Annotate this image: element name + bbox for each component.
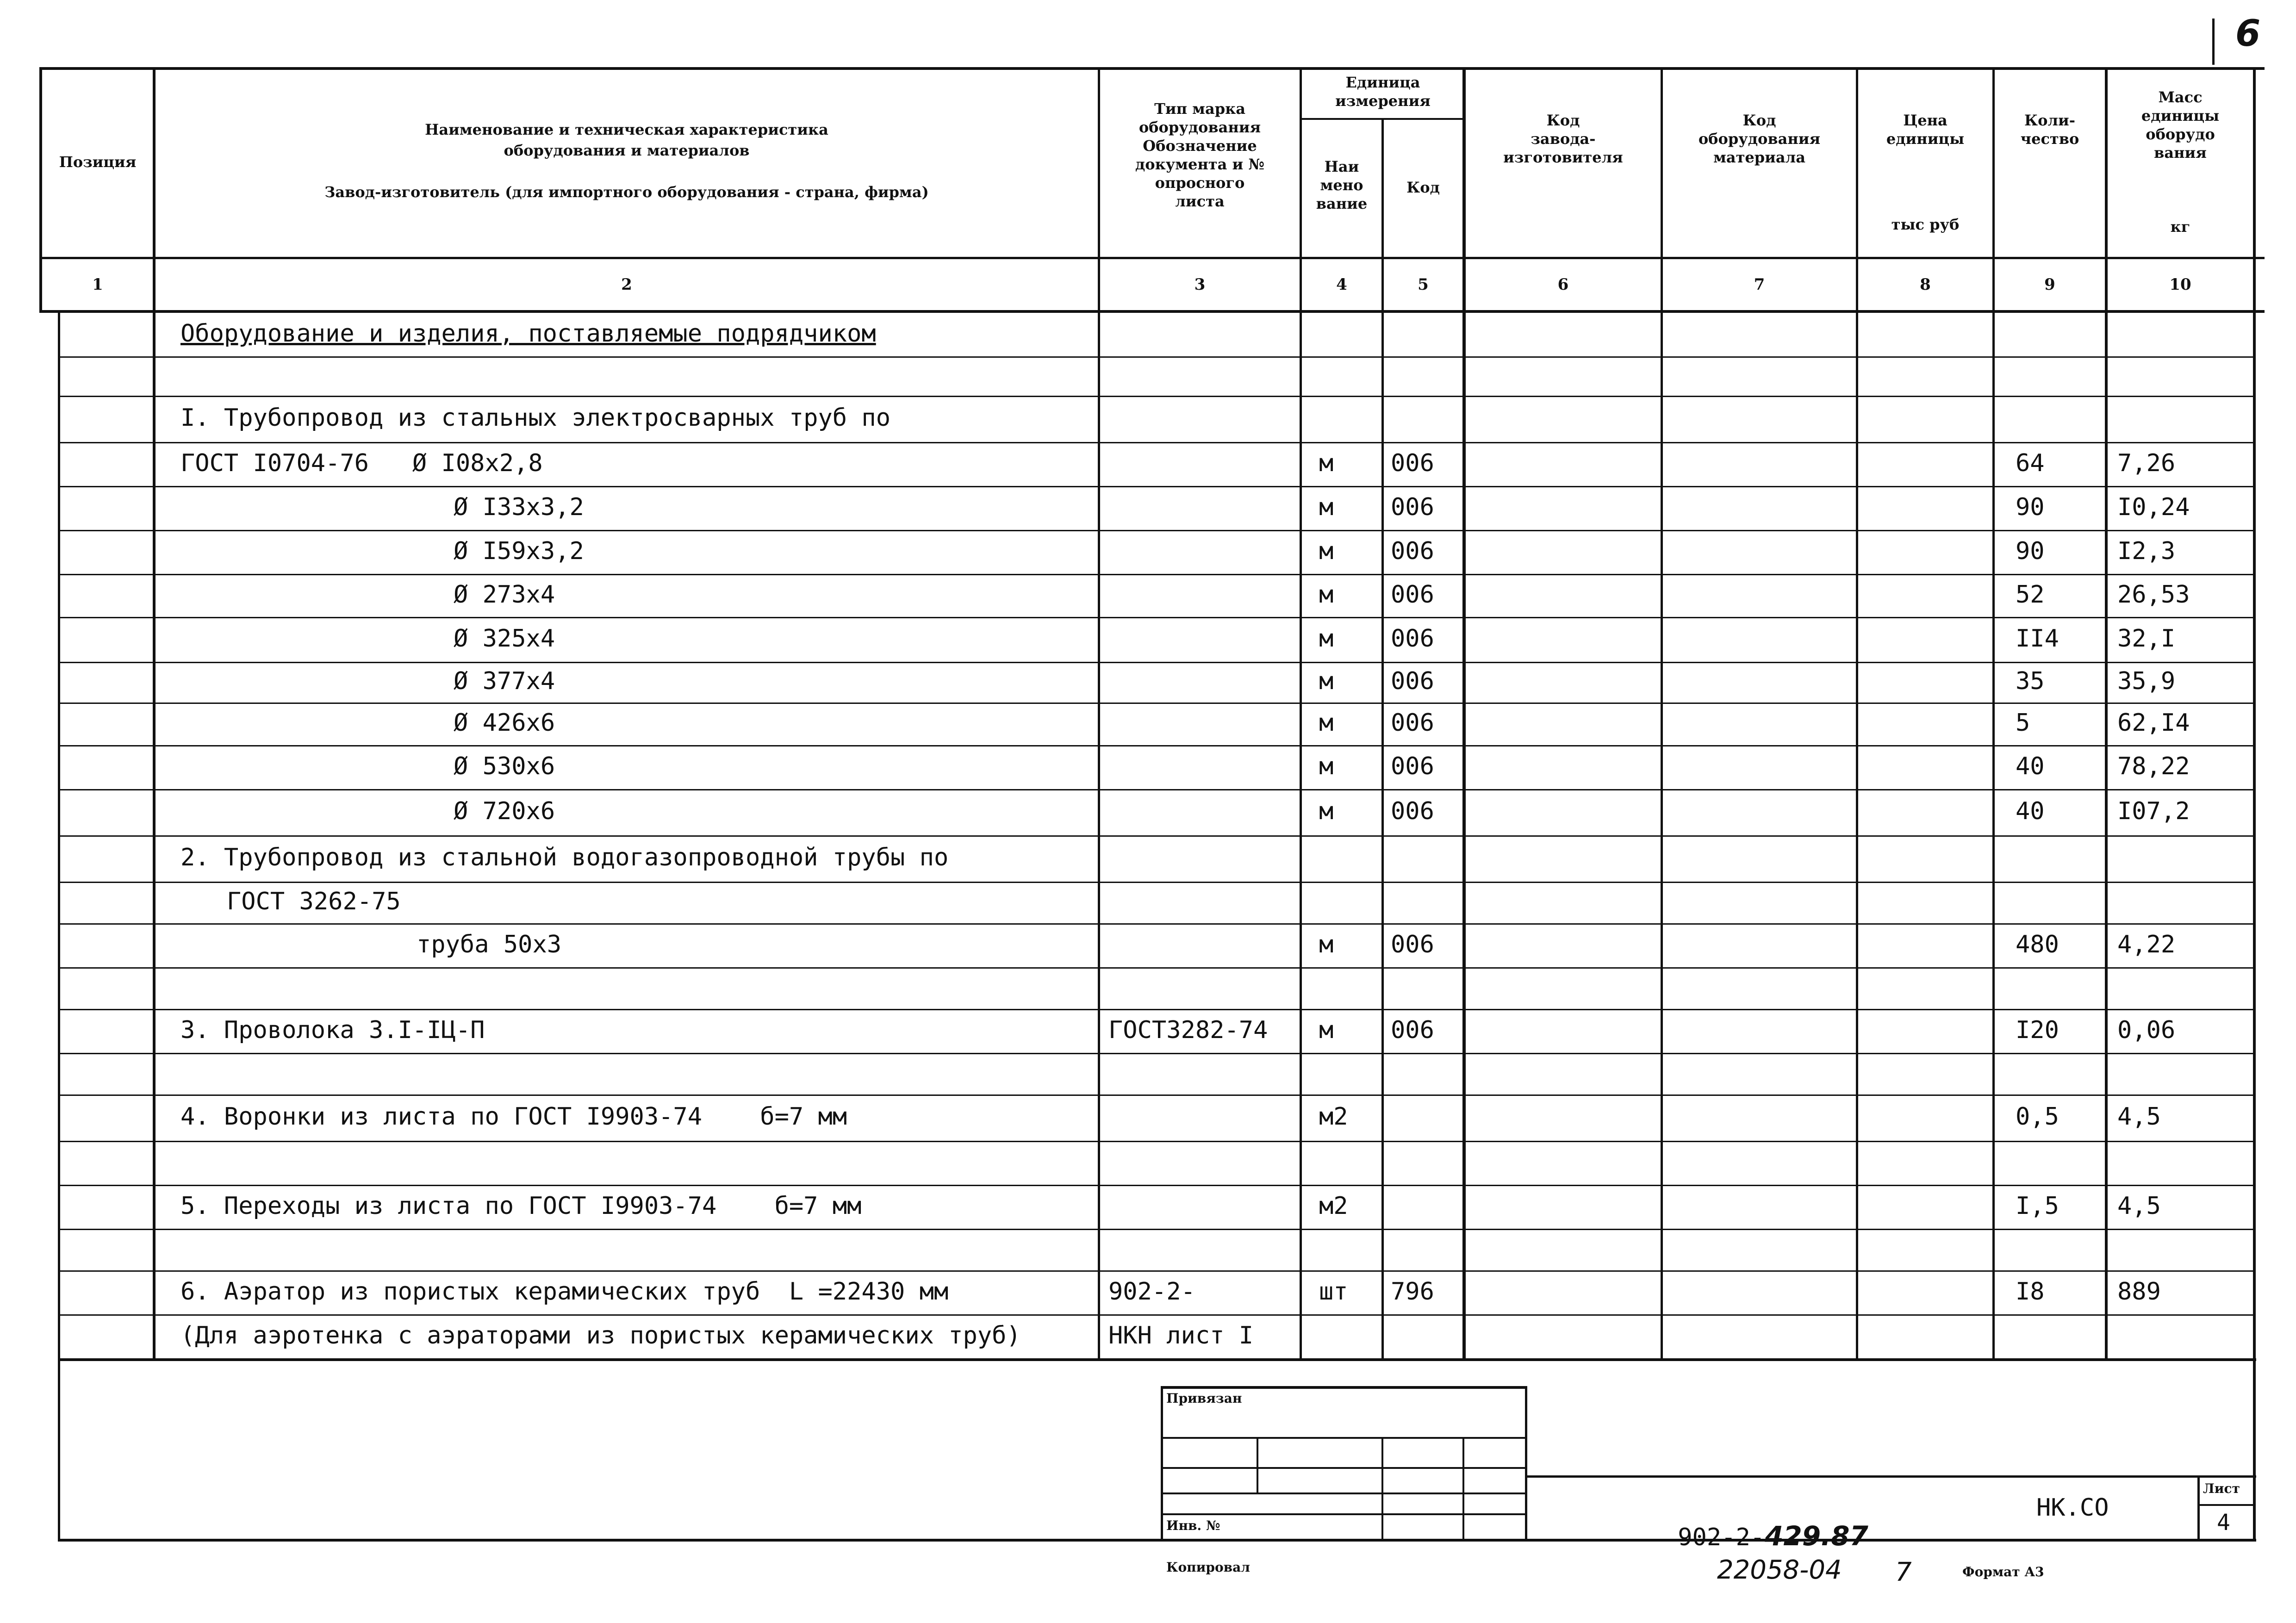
row-quantity: 0,5 <box>2016 1103 2059 1131</box>
row-mass: I2,3 <box>2117 537 2176 565</box>
row-unit: шт <box>1319 1278 1348 1306</box>
sheet-number: 4 <box>2217 1510 2230 1536</box>
row-quantity: II4 <box>2016 625 2059 653</box>
row-name: (Для аэротенка с аэраторами из пористых керамических труб) <box>180 1322 1021 1349</box>
row-code: 006 <box>1391 1016 1434 1044</box>
row-separator <box>58 486 2255 487</box>
row-name: Ø I33х3,2 <box>454 493 584 521</box>
row-mass: 78,22 <box>2117 752 2190 780</box>
header-unit-group: Единица измерения <box>1335 74 1431 110</box>
stamp-div-3 <box>1462 1437 1464 1542</box>
row-name: 2. Трубопровод из стальной водогазопроводной трубы по <box>180 844 949 871</box>
row-name: Оборудование и изделия, поставляемые подрядчиком <box>180 320 876 348</box>
row-separator <box>58 530 2255 531</box>
row-mass: 26,53 <box>2117 581 2190 609</box>
row-name: Ø 377х4 <box>454 667 555 695</box>
header-price-unit: тыс руб <box>1891 216 1960 233</box>
row-unit: м <box>1319 449 1334 477</box>
stamp-line-2 <box>1162 1467 1527 1469</box>
header-name-line1: Наименование и техническая характеристика <box>425 121 828 138</box>
row-name: 6. Аэратор из пористых керамических труб L =22430 мм <box>180 1278 949 1306</box>
sheet-label: Лист <box>2203 1481 2240 1496</box>
row-quantity: 480 <box>2016 931 2059 958</box>
header-material-code: Код оборудования материала <box>1698 112 1821 166</box>
row-separator <box>58 1009 2255 1010</box>
row-unit: м <box>1319 667 1334 695</box>
document-mark: НК.СО <box>2036 1494 2109 1522</box>
row-code: 006 <box>1391 752 1434 780</box>
row-quantity: 64 <box>2016 449 2045 477</box>
row-separator <box>58 1094 2255 1096</box>
row-separator <box>58 967 2255 969</box>
row-separator <box>58 662 2255 663</box>
row-separator <box>58 1229 2255 1230</box>
col-number-1: 1 <box>92 275 103 294</box>
stamp-top <box>1162 1386 1527 1389</box>
row-quantity: 40 <box>2016 797 2045 825</box>
stamp-left <box>1161 1386 1163 1542</box>
table-top-border <box>39 67 2265 70</box>
row-unit: м <box>1319 625 1334 653</box>
sheet-box-left <box>2197 1475 2200 1542</box>
row-separator <box>58 835 2255 837</box>
header-unit-price: Цена единицы <box>1886 112 1965 148</box>
col-number-7: 7 <box>1754 275 1765 294</box>
row-name: Ø 530х6 <box>454 752 555 780</box>
body-bottom-border <box>58 1358 2256 1361</box>
frame-bottom-border <box>58 1539 2256 1542</box>
row-quantity: I8 <box>2016 1278 2045 1306</box>
row-quantity: 90 <box>2016 537 2045 565</box>
row-separator <box>58 745 2255 746</box>
row-mass: 62,I4 <box>2117 709 2190 737</box>
row-quantity: 90 <box>2016 493 2045 521</box>
title-strip-top <box>1525 1475 2256 1478</box>
privyazan-label: Привязан <box>1166 1391 1242 1406</box>
row-code: 006 <box>1391 493 1434 521</box>
row-name: ГОСТ I0704-76 Ø I08х2,8 <box>180 449 543 477</box>
row-quantity: 5 <box>2016 709 2030 737</box>
header-unit-mass: Масс единицы оборудо вания <box>2141 88 2220 162</box>
row-code: 006 <box>1391 449 1434 477</box>
col-number-5: 5 <box>1418 275 1429 294</box>
row-mass: 32,I <box>2117 625 2176 653</box>
row-unit: м <box>1319 1016 1334 1044</box>
row-separator <box>58 442 2255 443</box>
row-separator <box>58 396 2255 397</box>
header-mass-unit: кг <box>2170 218 2190 236</box>
stamp-line-4 <box>1162 1513 1527 1515</box>
header-bottom-border <box>39 257 2265 259</box>
kopiroval-label: Копировал <box>1166 1560 1251 1575</box>
row-separator <box>58 1053 2255 1054</box>
header-name-line2: оборудования и материалов <box>504 142 750 159</box>
col-number-2: 2 <box>621 275 632 294</box>
header-unit-name: Наи мено вание <box>1316 158 1368 212</box>
row-separator <box>58 574 2255 575</box>
stamp-right <box>1525 1386 1527 1542</box>
frame-right-border <box>2253 67 2256 1542</box>
col-divider-3 <box>1300 67 1302 1360</box>
row-name: Ø 426х6 <box>454 709 555 737</box>
sheet-box-divider <box>2197 1504 2255 1506</box>
header-factory-code: Код завода- изготовителя <box>1503 112 1623 166</box>
col-divider-7 <box>1856 67 1858 1360</box>
format-label: Формат А3 <box>1962 1564 2044 1579</box>
row-code: 006 <box>1391 797 1434 825</box>
row-mass: 889 <box>2117 1278 2161 1306</box>
row-name: Ø 273х4 <box>454 581 555 609</box>
row-unit: м <box>1319 493 1334 521</box>
col-divider-9 <box>2105 67 2108 1360</box>
col-number-10: 10 <box>2169 275 2191 294</box>
stamp-div-1 <box>1257 1437 1258 1492</box>
stamp-div-2 <box>1381 1437 1383 1542</box>
row-separator <box>58 1141 2255 1142</box>
row-mass: 7,26 <box>2117 449 2176 477</box>
row-mass: 35,9 <box>2117 667 2176 695</box>
row-quantity: 40 <box>2016 752 2045 780</box>
row-doc: 902-2- <box>1108 1278 1195 1306</box>
header-manufacturer: Завод-изготовитель (для импортного оборудования - страна, фирма) <box>324 183 929 201</box>
header-quantity: Коли- чество <box>2020 112 2079 148</box>
row-code: 006 <box>1391 709 1434 737</box>
row-name: Ø 325х4 <box>454 625 555 653</box>
row-separator <box>58 1314 2255 1316</box>
col-number-4: 4 <box>1336 275 1347 294</box>
row-mass: 4,5 <box>2117 1103 2161 1131</box>
inv-no-label: Инв. № <box>1166 1518 1220 1533</box>
row-doc: ГОСТ3282-74 <box>1108 1016 1268 1044</box>
project-code-hand: 429.87 <box>1765 1520 1868 1552</box>
colnum-bottom-border <box>39 310 2265 313</box>
row-separator <box>58 882 2255 883</box>
col-divider-4 <box>1381 118 1384 1360</box>
header-unit-code: Код <box>1406 179 1440 196</box>
row-separator <box>58 703 2255 704</box>
stamp-line-3 <box>1162 1492 1527 1494</box>
archive-code: 22058-04 <box>1717 1555 1842 1585</box>
row-mass: 4,5 <box>2117 1192 2161 1220</box>
row-name: Ø I59х3,2 <box>454 537 584 565</box>
col-divider-1 <box>153 67 156 1360</box>
col-number-9: 9 <box>2044 275 2055 294</box>
col-number-6: 6 <box>1557 275 1569 294</box>
row-mass: I07,2 <box>2117 797 2190 825</box>
col-divider-6 <box>1661 67 1663 1360</box>
row-name: 3. Проволока 3.I-IЦ-П <box>180 1016 485 1044</box>
row-quantity: I,5 <box>2016 1192 2059 1220</box>
row-unit: м2 <box>1319 1192 1348 1220</box>
row-code: 006 <box>1391 667 1434 695</box>
col-divider-2 <box>1098 67 1100 1360</box>
row-code: 796 <box>1391 1278 1434 1306</box>
row-name: 5. Переходы из листа по ГОСТ I9903-74 б=7 мм <box>180 1192 862 1220</box>
row-separator <box>58 923 2255 925</box>
row-code: 006 <box>1391 931 1434 958</box>
corner-divider <box>2212 19 2215 65</box>
row-unit: м <box>1319 537 1334 565</box>
row-mass: 0,06 <box>2117 1016 2176 1044</box>
row-name: Ø 720х6 <box>454 797 555 825</box>
col-number-3: 3 <box>1194 275 1206 294</box>
project-code-typed: 902-2- <box>1678 1524 1765 1551</box>
row-name: 4. Воронки из листа по ГОСТ I9903-74 б=7 мм <box>180 1103 847 1131</box>
row-quantity: I20 <box>2016 1016 2059 1044</box>
frame-left-border <box>39 67 42 311</box>
row-mass: 4,22 <box>2117 931 2176 958</box>
row-quantity: 52 <box>2016 581 2045 609</box>
row-code: 006 <box>1391 581 1434 609</box>
row-unit: м <box>1319 581 1334 609</box>
sheet-corner-number: 6 <box>2235 13 2261 55</box>
header-position: Позиция <box>59 153 137 171</box>
row-code: 006 <box>1391 625 1434 653</box>
row-unit: м <box>1319 931 1334 958</box>
stamp-line-1 <box>1162 1437 1527 1439</box>
header-doc-type: Тип марка оборудования Обозначение документа и № опросного листа <box>1135 100 1265 210</box>
row-mass: I0,24 <box>2117 493 2190 521</box>
col-number-8: 8 <box>1920 275 1931 294</box>
body-left-border <box>58 310 60 1542</box>
col-divider-5 <box>1462 67 1466 1360</box>
row-separator <box>58 789 2255 790</box>
row-separator <box>58 1185 2255 1186</box>
col-divider-8 <box>1992 67 1995 1360</box>
row-doc: НКН лист I <box>1108 1322 1254 1349</box>
row-name: труба 50х3 <box>417 931 562 958</box>
row-name: ГОСТ 3262-75 <box>227 888 401 915</box>
row-unit: м <box>1319 797 1334 825</box>
row-separator <box>58 1270 2255 1272</box>
row-separator <box>58 356 2255 358</box>
row-separator <box>58 617 2255 618</box>
row-name: I. Трубопровод из стальных электросварных труб по <box>180 404 891 432</box>
row-unit: м2 <box>1319 1103 1348 1131</box>
row-unit: м <box>1319 752 1334 780</box>
archive-number: 7 <box>1895 1557 1912 1587</box>
row-unit: м <box>1319 709 1334 737</box>
row-code: 006 <box>1391 537 1434 565</box>
row-quantity: 35 <box>2016 667 2045 695</box>
